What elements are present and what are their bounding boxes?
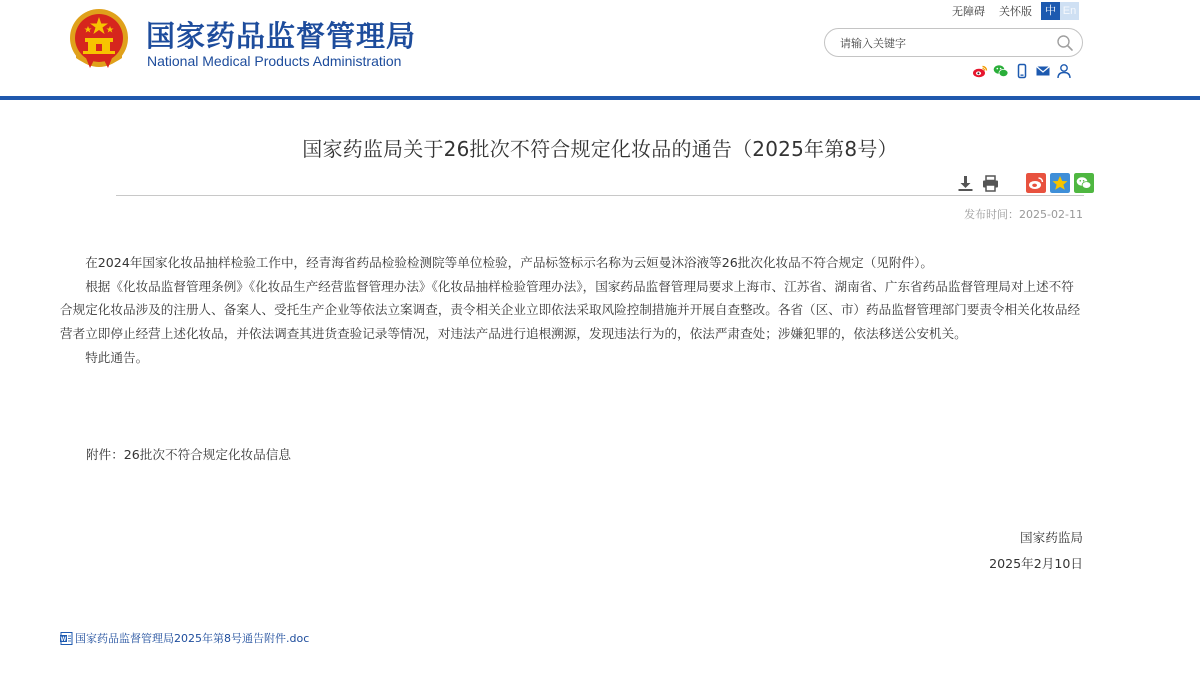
header-bar <box>0 96 1200 100</box>
attachment-label: 附件：26批次不符合规定化妆品信息 <box>86 447 291 462</box>
lang-cn-button[interactable]: 中 <box>1041 2 1060 20</box>
mail-icon[interactable] <box>1035 63 1051 79</box>
word-doc-icon <box>60 632 73 645</box>
article-title: 国家药监局关于26批次不符合规定化妆品的通告（2025年第8号） <box>302 137 898 161</box>
weibo-icon[interactable] <box>972 63 988 79</box>
lang-en-button[interactable]: En <box>1060 2 1079 20</box>
article-tools <box>956 173 1094 193</box>
article-paragraph: 在2024年国家化妆品抽样检验工作中，经青海省药品检验检测院等单位检验，产品标签标示名称为云姮曼沐浴液等26批次化妆品不符合规定（见附件）。 <box>85 255 933 270</box>
accessibility-link[interactable]: 无障碍 <box>952 5 985 18</box>
mobile-icon[interactable] <box>1014 63 1030 79</box>
search-input[interactable] <box>840 35 1040 51</box>
print-icon[interactable] <box>981 174 1000 193</box>
share-weibo-icon[interactable] <box>1026 173 1046 193</box>
publish-date: 发布时间：2025-02-11 <box>964 208 1083 221</box>
share-wechat-icon[interactable] <box>1074 173 1094 193</box>
article-paragraph: 特此通告。 <box>85 350 149 365</box>
language-switch <box>1041 2 1079 20</box>
signature: 国家药监局 <box>1020 530 1083 545</box>
article-paragraph: 根据《化妆品监督管理条例》《化妆品生产经营监督管理办法》《化妆品抽样检验管理办法》，国家药品监督管理局要求上海市、江苏省、湖南省、广东省药品监督管理局对上述不符合规定化妆品涉及的注册人、备案人、受托生产企业等依法立案调查，责令相关企业立即依法采取风险控制措施并开展自查整改。各省（区、市）药品监督管理部门要责令相关化妆品经营者立即停止经营上述化妆品，并依法调查其进货查验记录等情况，对违法产品进行追根溯源，发现违法行为的，依法严肃查处；涉嫌犯罪的，依法移送公安机关。 <box>60 278 1081 341</box>
user-icon[interactable] <box>1056 63 1072 79</box>
wechat-icon[interactable] <box>993 63 1009 79</box>
title-divider <box>116 195 1084 196</box>
attachment-doc-name[interactable]: 国家药品监督管理局2025年第8号通告附件.doc <box>75 632 310 645</box>
site-title-cn[interactable]: 国家药品监督管理局 <box>146 19 417 53</box>
social-links <box>972 63 1072 79</box>
download-icon[interactable] <box>956 174 975 193</box>
top-links <box>952 4 1032 18</box>
national-emblem-logo[interactable] <box>68 8 130 70</box>
attachment-doc-link[interactable] <box>60 630 309 646</box>
search-icon[interactable] <box>1056 34 1074 52</box>
signature-date: 2025年2月10日 <box>989 556 1083 571</box>
share-favorite-icon[interactable] <box>1050 173 1070 193</box>
site-header <box>0 0 1200 96</box>
site-title-en[interactable]: National Medical Products Administration <box>147 53 402 69</box>
svg-text:W: W <box>60 636 67 643</box>
search-box <box>824 28 1083 57</box>
article-body <box>60 251 1084 370</box>
care-mode-link[interactable]: 关怀版 <box>999 5 1032 18</box>
